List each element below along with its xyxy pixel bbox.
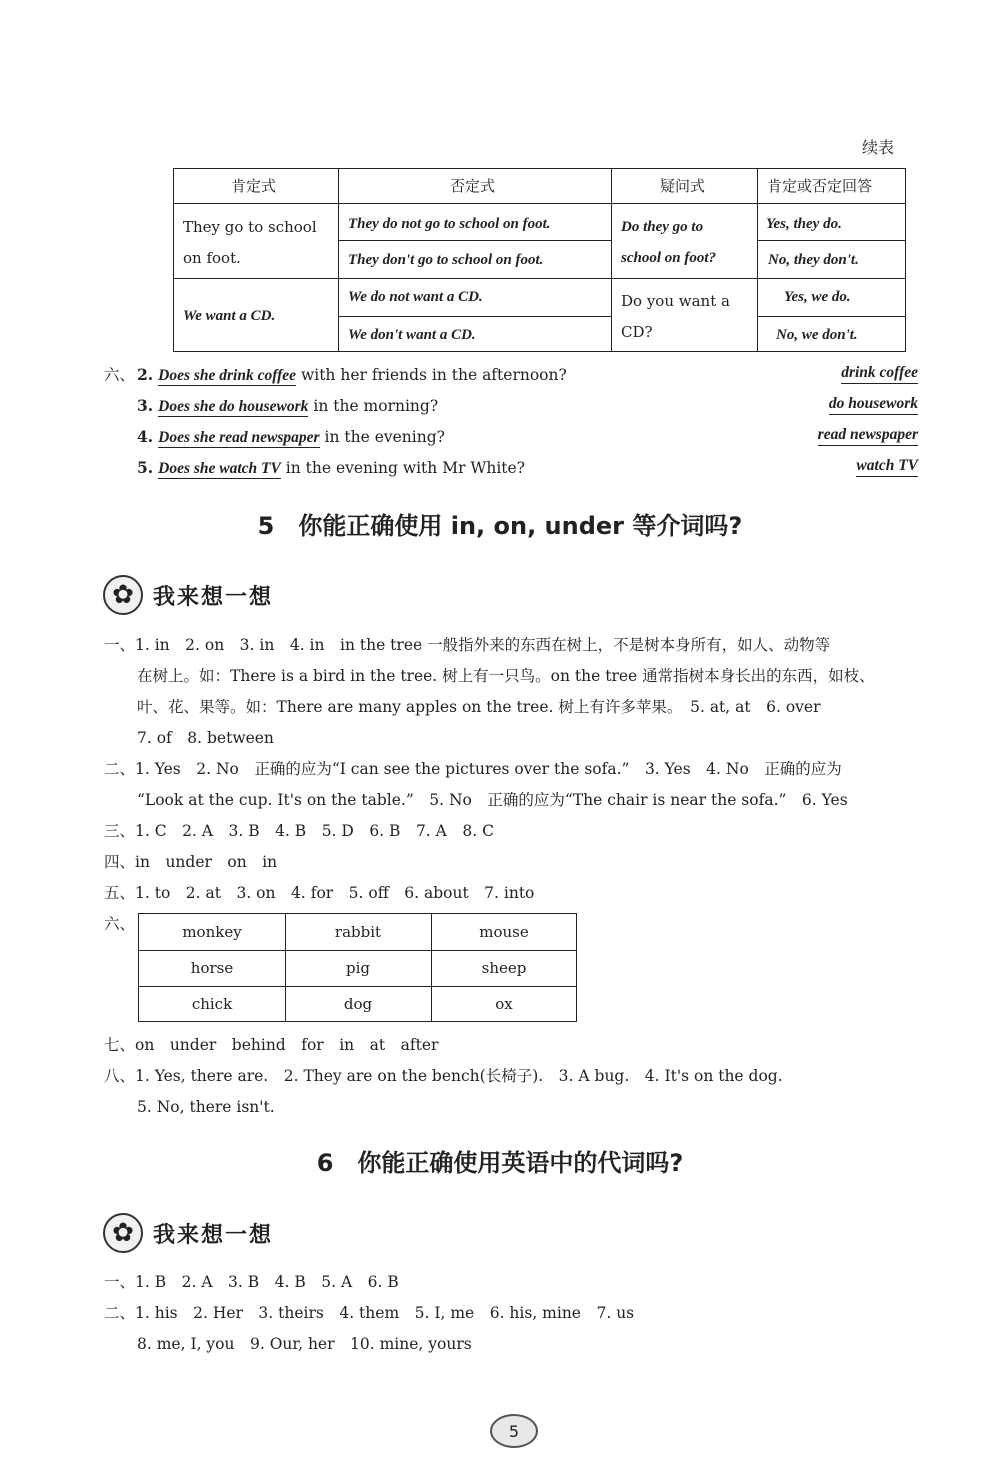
part6-label: 六、 [104,366,136,384]
cell-r2-neg-2: We don't want a CD. [348,327,476,343]
header-negative: 否定式 [450,177,496,195]
cell-r1-neg-1: They do not go to school on foot. [348,216,551,232]
answer-line: 一、1. B 2. A 3. B 4. B 5. A 6. B [104,1273,399,1291]
answer-line: 三、1. C 2. A 3. B 4. B 5. D 6. B 7. A 8. C [104,822,494,840]
cell-r1-q-2: school on foot? [621,250,717,266]
cell-r1-ans-1: Yes, they do. [766,216,842,232]
answer-right: read newspaper [818,426,918,446]
answer-underlined: Does she watch TV [158,460,281,477]
item-number: 2. [137,365,154,384]
animal-cell: dog [343,995,373,1013]
item-text: with her friends in the afternoon? [300,366,567,384]
cell-r2-ans-2: No, we don't. [776,327,858,343]
header-answer: 肯定或否定回答 [767,177,873,195]
sentence-forms-table [173,168,906,352]
item-number: 5. [137,458,154,477]
part6-item [137,365,567,386]
answer-right: drink coffee [841,364,918,384]
answer-right: watch TV [856,457,918,477]
answer-line: 8. me, I, you 9. Our, her 10. mine, yours [137,1335,472,1353]
section5-badge [103,575,273,615]
item-number: 3. [137,396,154,415]
section6-badge [103,1213,273,1253]
animal-cell: mouse [479,923,529,941]
item-text: in the evening with Mr White? [285,459,525,477]
badge-text: 我来想一想 [153,584,274,610]
answer-line: 五、1. to 2. at 3. on 4. for 5. off 6. about 7. into [104,884,535,902]
answer-line: 二、1. his 2. Her 3. theirs 4. them 5. I, me 6. his, mine 7. us [104,1304,635,1322]
answer-line: 叶、花、果等。如：There are many apples on the tree. 树上有许多苹果。 5. at, at 6. over [137,698,821,716]
animal-cell: sheep [481,959,527,977]
section6-title: 6 你能正确使用英语中的代词吗? [316,1149,684,1177]
animals-table [138,913,577,1022]
item-text: in the evening? [324,428,445,446]
cell-r1-affirm-1: They go to school [183,218,317,236]
answer-line: 二、1. Yes 2. No 正确的应为“I can see the pictures over the sofa.” 3. Yes 4. No 正确的应为 [104,760,842,778]
item-text: in the morning? [313,397,439,415]
gear-icon: ✿ [103,575,143,615]
answer-underlined: Does she do housework [158,398,309,415]
header-affirmative: 肯定式 [231,177,277,195]
cell-r1-ans-2: No, they don't. [768,252,859,268]
answer-line: 7. of 8. between [137,729,274,747]
page-number: 5 [490,1414,538,1448]
badge-text: 我来想一想 [153,1222,274,1248]
cell-r2-q-2: CD? [621,323,653,341]
answer-line: 八、1. Yes, there are. 2. They are on the bench(长椅子). 3. A bug. 4. It's on the dog. [104,1067,783,1085]
animal-cell: ox [495,995,513,1013]
cell-r1-neg-2: They don't go to school on foot. [348,252,544,268]
animal-cell: rabbit [334,923,382,941]
animal-cell: horse [190,959,234,977]
gear-icon: ✿ [103,1213,143,1253]
answer-underlined: Does she drink coffee [158,367,297,384]
header-question: 疑问式 [660,177,706,195]
cell-r2-ans-1: Yes, we do. [784,289,851,305]
answer-line: 七、on under behind for in at after [104,1036,439,1054]
answer-line: 一、1. in 2. on 3. in 4. in in the tree 一般指外来的东西在树上，不是树本身所有，如人、动物等 [104,636,831,654]
answer-underlined: Does she read newspaper [158,429,320,446]
animal-cell: chick [191,995,233,1013]
part6-item [137,396,438,417]
part6-label: 六、 [104,915,136,933]
cell-r2-affirm: We want a CD. [183,308,276,324]
answer-line: “Look at the cup. It's on the table.” 5. No 正确的应为“The chair is near the sofa.” 6. Yes [137,791,848,809]
cell-r1-affirm-2: on foot. [183,249,241,267]
item-number: 4. [137,427,154,446]
answer-line: 四、in under on in [104,853,278,871]
cell-r1-q-1: Do they go to [621,219,704,235]
cell-r2-q-1: Do you want a [621,292,730,310]
animal-cell: monkey [182,923,242,941]
answer-line: 5. No, there isn't. [137,1098,275,1116]
section5-title: 5 你能正确使用 in, on, under 等介词吗? [257,512,743,540]
animal-cell: pig [345,959,370,977]
continued-label: 续表 [862,138,895,157]
answer-right: do housework [829,395,918,415]
cell-r2-neg-1: We do not want a CD. [348,289,483,305]
part6-item [137,458,525,479]
answer-line: 在树上。如：There is a bird in the tree. 树上有一只鸟。on the tree 通常指树本身长出的东西，如枝、 [137,667,875,685]
part6-item [137,427,445,448]
